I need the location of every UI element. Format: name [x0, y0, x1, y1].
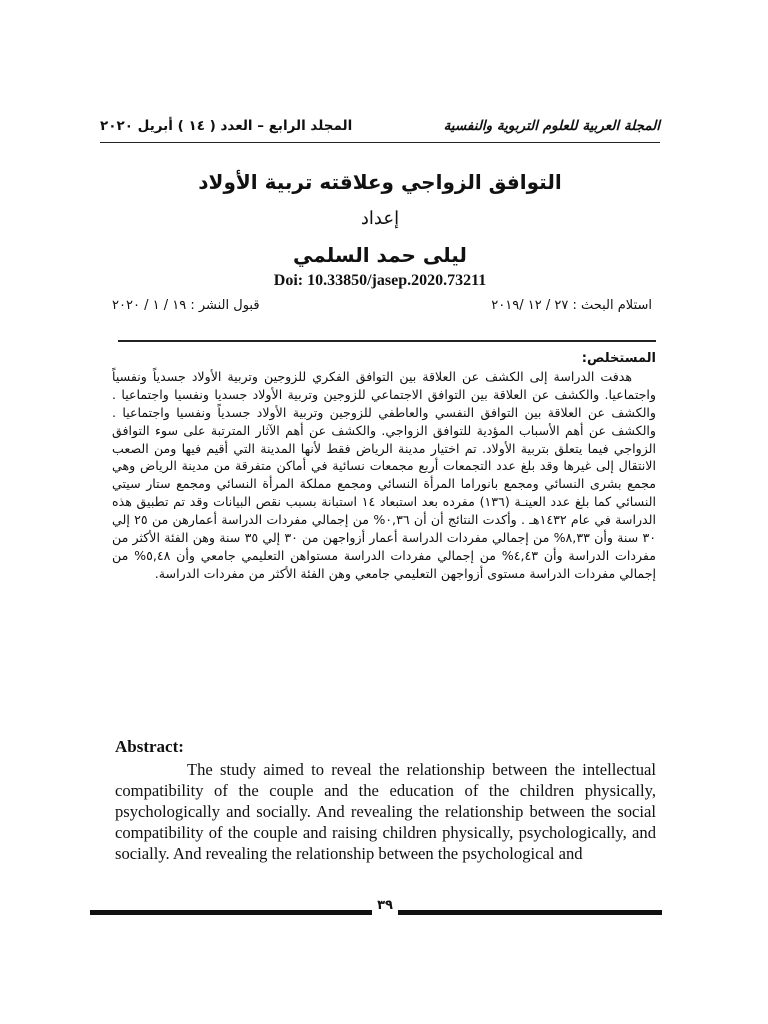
issue-info: المجلد الرابع – العدد ( ١٤ ) أبريل ٢٠٢٠: [100, 118, 353, 134]
received-date: استلام البحث : ٢٧ / ١٢ /٢٠١٩: [491, 298, 652, 313]
arabic-abstract: [112, 350, 656, 583]
running-header: [100, 113, 660, 139]
journal-name: المجلة العربية للعلوم التربوية والنفسية: [443, 118, 660, 134]
arabic-abstract-body: هدفت الدراسة إلى الكشف عن العلاقة بين التوافق الفكري للزوجين وتربية الأولاد جسدياً ونفسياً واجتماعيا. والكشف عن العلاقة بين التوافق الاجتماعي للزوجين وتربية الأولاد جسديا ونفسيا واجتماعيا . والكشف عن العلاقة بين التوافق النفسي والعاطفي للزوجين وتربية الأولاد جسدياً ونفسيا واجتماعيا . والكشف عن أهم الأسباب المؤدية للتوافق الزواجي. والكشف عن أهم الآثار المترتبة على سوء التوافق الزواجي فيما يتعلق بتربية الأولاد. تم اختيار مدينة الرياض فقط لأنها المدينة التي أقيم فيها ومن الصعب الانتقال إلى غيرها وقد بلغ عدد التجمعات أربع مجمعات نسائية في أماكن متفرقة من مدينة الرياض وهي مجمع بشرى النسائي ومجمع بانوراما المرأة النسائي ومجمع مملكة المرأة النسائي ومجمع ستار سيتي النسائي كما بلغ عدد العينـة (١٣٦) مفرده بعد استبعاد ١٤ استبانة بسبب نقص البيانات وقد تم تطبيق هذه الدراسة في عام ١٤٣٢هـ . وأكدت النتائج أن أن ٠,٣٦% من إجمالي مفردات الدراسة أعمارهن من ٢٥ إلي ٣٠ سنة وأن ٨,٣٣% من إجمالي مفردات الدراسة أعمار أزواجهن من ٣٠ إلي ٣٥ سنة وهن الفئة الأكثر من مفردات الدراسة وأن ٤,٤٣% من إجمالي مفردات الدراسة مستواهن التعليمي جامعي وأن ٥,٤٨% من إجمالي مفردات الدراسة مستوى أزواجهن التعليمي جامعي وهن الفئة الأكثر من مفردات الدراسة.: [112, 368, 657, 581]
accepted-date: قبول النشر : ١٩ / ١ / ٢٠٢٠: [112, 298, 260, 313]
page-number: ٣٩: [377, 898, 393, 913]
english-abstract: [115, 759, 656, 864]
paper-title: التوافق الزواجي وعلاقته تربية الأولاد: [198, 170, 562, 194]
section-separator: [118, 340, 656, 342]
english-abstract-body: The study aimed to reveal the relationship between the intellectual compatibility of the couple and the education of the children physically, psychologically and socially. And revealing the relationship between the social compatibility of the couple and raising children physically, psychologically, and socially. And revealing the relationship between the psychological and: [115, 760, 656, 864]
doi: Doi: 10.33850/jasep.2020.73211: [273, 272, 487, 289]
english-abstract-heading: Abstract:: [115, 737, 184, 756]
footer-rule-right: [398, 910, 662, 915]
submission-dates: [112, 298, 652, 313]
footer-rule-left: [90, 910, 372, 915]
prepared-by-label: إعداد: [360, 208, 400, 229]
arabic-abstract-heading: المستخلص:: [581, 351, 656, 366]
author-name: ليلى حمد السلمي: [293, 243, 467, 267]
header-rule: [100, 142, 660, 143]
